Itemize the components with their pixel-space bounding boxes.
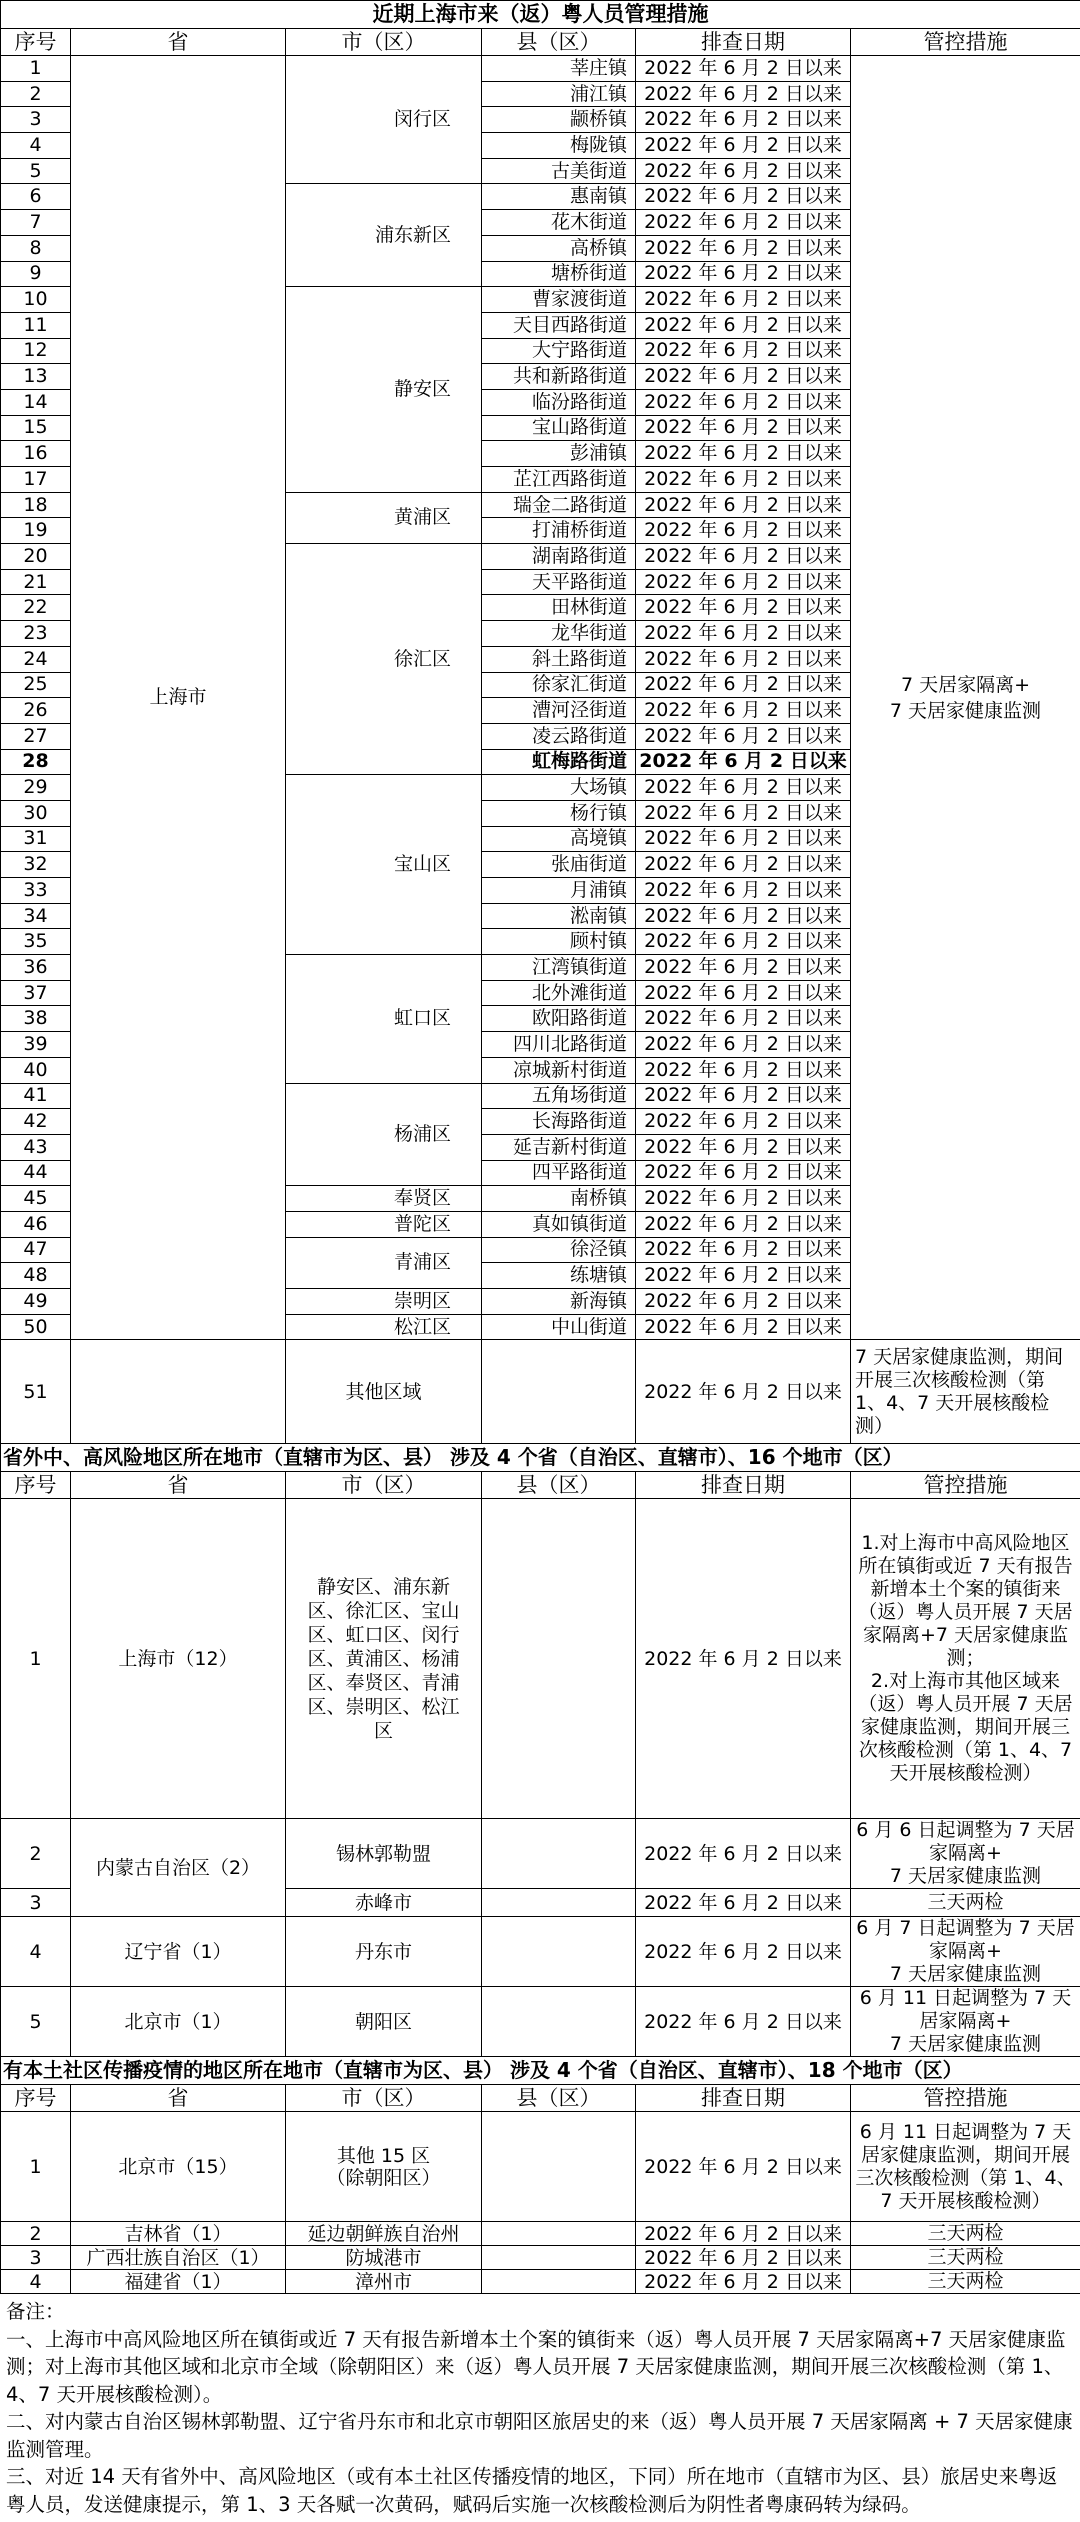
county-cell: 惠南镇 [482, 184, 636, 210]
county-cell [482, 1340, 636, 1444]
measure-cell: 7 天居家健康监测，期间开展三次核酸检测（第 1、4、7 天开展核酸检测） [851, 1340, 1080, 1444]
province-cell [71, 1340, 286, 1444]
city-cell: 杨浦区 [286, 1083, 482, 1186]
section-title-3: 有本土社区传播疫情的地区所在地市（直辖市为区、县） 涉及 4 个省（自治区、直辖市）、18 个地市（区） [1, 2057, 1080, 2085]
date-cell: 2022 年 6 月 2 日以来 [636, 1917, 851, 1987]
table-row [1, 2246, 1080, 2270]
province-cell: 上海市（12） [71, 1499, 286, 1819]
county-cell: 真如镇街道 [482, 1211, 636, 1237]
county-cell: 顾村镇 [482, 929, 636, 955]
section-title-row [1, 2057, 1080, 2085]
note-item-1: 一、上海市中高风险地区所在镇街或近 7 天有报告新增本土个案的镇街来（返）粤人员开展 7 天居家隔离+7 天居家健康监测；对上海市其他区域和北京市全域（除朝阳区）来（返）粤人员开展 7 天居家健康监测，期间开展三次核酸检测（第 1、4、7 天开展核酸检测）。 [6, 2326, 1074, 2409]
date-cell: 2022 年 6 月 2 日以来 [636, 107, 851, 133]
city-cell: 静安区 [286, 287, 482, 493]
note-item-2: 二、对内蒙古自治区锡林郭勒盟、辽宁省丹东市和北京市朝阳区旅居史的来（返）粤人员开展 7 天居家隔离 + 7 天居家健康监测管理。 [6, 2408, 1074, 2463]
row-number: 1 [1, 56, 71, 82]
row-number: 5 [1, 158, 71, 184]
row-number: 6 [1, 184, 71, 210]
header-date: 排查日期 [636, 2085, 851, 2112]
city-cell: 朝阳区 [286, 1987, 482, 2057]
row-number: 50 [1, 1314, 71, 1340]
date-cell: 2022 年 6 月 2 日以来 [636, 1134, 851, 1160]
county-cell [482, 2270, 636, 2294]
row-number: 3 [1, 1889, 71, 1917]
county-cell: 龙华街道 [482, 621, 636, 647]
table-row [1, 2270, 1080, 2294]
county-cell: 虹梅路街道 [482, 749, 636, 775]
date-cell: 2022 年 6 月 2 日以来 [636, 1499, 851, 1819]
date-cell: 2022 年 6 月 2 日以来 [636, 389, 851, 415]
row-number: 1 [1, 1499, 71, 1819]
date-cell: 2022 年 6 月 2 日以来 [636, 1237, 851, 1263]
date-cell: 2022 年 6 月 2 日以来 [636, 518, 851, 544]
county-cell: 芷江西路街道 [482, 467, 636, 493]
county-cell [482, 2246, 636, 2270]
date-cell: 2022 年 6 月 2 日以来 [636, 415, 851, 441]
county-cell: 淞南镇 [482, 903, 636, 929]
county-cell: 梅陇镇 [482, 133, 636, 159]
county-cell: 延吉新村街道 [482, 1134, 636, 1160]
header-measure: 管控措施 [851, 2085, 1080, 2112]
section-title-1: 近期上海市来（返）粤人员管理措施 [1, 1, 1080, 29]
province-cell: 福建省（1） [71, 2270, 286, 2294]
city-cell: 青浦区 [286, 1237, 482, 1288]
city-cell: 浦东新区 [286, 184, 482, 287]
city-cell: 漳州市 [286, 2270, 482, 2294]
header-row [1, 2085, 1080, 2112]
city-cell: 静安区、浦东新区、徐汇区、宝山区、虹口区、闵行区、黄浦区、杨浦区、奉贤区、青浦区、崇明区、松江区 [286, 1499, 482, 1819]
date-cell: 2022 年 6 月 2 日以来 [636, 775, 851, 801]
province-cell: 广西壮族自治区（1） [71, 2246, 286, 2270]
row-number: 28 [1, 749, 71, 775]
date-cell: 2022 年 6 月 2 日以来 [636, 1186, 851, 1212]
county-cell: 湖南路街道 [482, 544, 636, 570]
table-row [1, 2222, 1080, 2246]
county-cell: 古美街道 [482, 158, 636, 184]
county-cell [482, 1819, 636, 1889]
measure-cell: 1.对上海市中高风险地区所在镇街或近 7 天有报告新增本土个案的镇街来（返）粤人员开展 7 天居家隔离+7 天居家健康监测； 2.对上海市其他区域来（返）粤人员开展 7 天居家健康监测，期间开展三次核酸检测（第 1、4、7 天开展核酸检测） [851, 1499, 1080, 1819]
header-city: 市（区） [286, 29, 482, 56]
county-cell: 宝山路街道 [482, 415, 636, 441]
city-cell: 崇明区 [286, 1289, 482, 1315]
date-cell: 2022 年 6 月 2 日以来 [636, 826, 851, 852]
measure-cell: 6 月 11 日起调整为 7 天居家健康监测，期间开展三次核酸检测（第 1、4、7 天开展核酸检测） [851, 2112, 1080, 2222]
measure-cell: 6 月 7 日起调整为 7 天居家隔离+ 7 天居家健康监测 [851, 1917, 1080, 1987]
date-cell: 2022 年 6 月 2 日以来 [636, 1006, 851, 1032]
row-number: 30 [1, 800, 71, 826]
table-row-51 [1, 1340, 1080, 1444]
date-cell: 2022 年 6 月 2 日以来 [636, 1889, 851, 1917]
header-measure: 管控措施 [851, 1472, 1080, 1499]
measure-cell: 三天两检 [851, 2270, 1080, 2294]
county-cell: 大宁路街道 [482, 338, 636, 364]
county-cell: 漕河泾街道 [482, 698, 636, 724]
date-cell: 2022 年 6 月 2 日以来 [636, 544, 851, 570]
header-no: 序号 [1, 29, 71, 56]
date-cell: 2022 年 6 月 2 日以来 [636, 492, 851, 518]
province-cell: 上海市 [71, 56, 286, 1340]
county-cell: 江湾镇街道 [482, 955, 636, 981]
table-row [1, 56, 1080, 82]
date-cell: 2022 年 6 月 2 日以来 [636, 338, 851, 364]
date-cell: 2022 年 6 月 2 日以来 [636, 312, 851, 338]
province-cell: 吉林省（1） [71, 2222, 286, 2246]
row-number: 10 [1, 287, 71, 313]
row-number: 3 [1, 107, 71, 133]
row-number: 36 [1, 955, 71, 981]
city-cell: 松江区 [286, 1314, 482, 1340]
header-county: 县（区） [482, 1472, 636, 1499]
measure-cell: 6 月 6 日起调整为 7 天居家隔离+ 7 天居家健康监测 [851, 1819, 1080, 1889]
city-cell: 其他区域 [286, 1340, 482, 1444]
row-number: 48 [1, 1263, 71, 1289]
date-cell: 2022 年 6 月 2 日以来 [636, 929, 851, 955]
measure-cell: 三天两检 [851, 2246, 1080, 2270]
row-number: 31 [1, 826, 71, 852]
header-province: 省 [71, 2085, 286, 2112]
row-number: 41 [1, 1083, 71, 1109]
county-cell [482, 1917, 636, 1987]
date-cell: 2022 年 6 月 2 日以来 [636, 903, 851, 929]
header-no: 序号 [1, 1472, 71, 1499]
table-row [1, 1917, 1080, 1987]
county-cell: 莘庄镇 [482, 56, 636, 82]
row-number: 4 [1, 2270, 71, 2294]
measure-cell: 7 天居家隔离+ 7 天居家健康监测 [851, 56, 1080, 1340]
row-number: 39 [1, 1032, 71, 1058]
row-number: 38 [1, 1006, 71, 1032]
date-cell: 2022 年 6 月 2 日以来 [636, 133, 851, 159]
measure-cell: 三天两检 [851, 1889, 1080, 1917]
county-cell: 张庙街道 [482, 852, 636, 878]
county-cell: 塘桥街道 [482, 261, 636, 287]
date-cell: 2022 年 6 月 2 日以来 [636, 2222, 851, 2246]
date-cell: 2022 年 6 月 2 日以来 [636, 81, 851, 107]
city-cell: 普陀区 [286, 1211, 482, 1237]
row-number: 2 [1, 2222, 71, 2246]
city-cell: 防城港市 [286, 2246, 482, 2270]
province-cell: 辽宁省（1） [71, 1917, 286, 1987]
date-cell: 2022 年 6 月 2 日以来 [636, 1211, 851, 1237]
date-cell: 2022 年 6 月 2 日以来 [636, 878, 851, 904]
row-number: 13 [1, 364, 71, 390]
county-cell: 徐家汇街道 [482, 672, 636, 698]
row-number: 34 [1, 903, 71, 929]
row-number: 12 [1, 338, 71, 364]
header-city: 市（区） [286, 1472, 482, 1499]
city-cell: 奉贤区 [286, 1186, 482, 1212]
date-cell: 2022 年 6 月 2 日以来 [636, 800, 851, 826]
date-cell: 2022 年 6 月 2 日以来 [636, 2246, 851, 2270]
city-cell: 宝山区 [286, 775, 482, 955]
date-cell: 2022 年 6 月 2 日以来 [636, 1819, 851, 1889]
city-cell: 黄浦区 [286, 492, 482, 543]
row-number: 33 [1, 878, 71, 904]
date-cell: 2022 年 6 月 2 日以来 [636, 646, 851, 672]
section-title-2: 省外中、高风险地区所在地市（直辖市为区、县） 涉及 4 个省（自治区、直辖市）、16 个地市（区） [1, 1444, 1080, 1472]
county-cell: 中山街道 [482, 1314, 636, 1340]
date-cell: 2022 年 6 月 2 日以来 [636, 749, 851, 775]
row-number: 14 [1, 389, 71, 415]
county-cell: 凉城新村街道 [482, 1057, 636, 1083]
row-number: 49 [1, 1289, 71, 1315]
date-cell: 2022 年 6 月 2 日以来 [636, 1160, 851, 1186]
date-cell: 2022 年 6 月 2 日以来 [636, 467, 851, 493]
date-cell: 2022 年 6 月 2 日以来 [636, 158, 851, 184]
header-measure: 管控措施 [851, 29, 1080, 56]
row-number: 9 [1, 261, 71, 287]
county-cell [482, 2222, 636, 2246]
county-cell: 花木街道 [482, 210, 636, 236]
city-cell: 徐汇区 [286, 544, 482, 775]
header-no: 序号 [1, 2085, 71, 2112]
row-number: 43 [1, 1134, 71, 1160]
city-cell: 延边朝鲜族自治州 [286, 2222, 482, 2246]
row-number: 19 [1, 518, 71, 544]
date-cell: 2022 年 6 月 2 日以来 [636, 287, 851, 313]
row-number: 15 [1, 415, 71, 441]
county-cell: 新海镇 [482, 1289, 636, 1315]
date-cell: 2022 年 6 月 2 日以来 [636, 1289, 851, 1315]
header-row [1, 29, 1080, 56]
county-cell: 徐泾镇 [482, 1237, 636, 1263]
header-row [1, 1472, 1080, 1499]
date-cell: 2022 年 6 月 2 日以来 [636, 569, 851, 595]
row-number: 23 [1, 621, 71, 647]
date-cell: 2022 年 6 月 2 日以来 [636, 672, 851, 698]
row-number: 22 [1, 595, 71, 621]
notes-label: 备注： [6, 2298, 1074, 2326]
date-cell: 2022 年 6 月 2 日以来 [636, 184, 851, 210]
date-cell: 2022 年 6 月 2 日以来 [636, 2270, 851, 2294]
row-number: 18 [1, 492, 71, 518]
province-cell: 内蒙古自治区（2） [71, 1819, 286, 1917]
row-number: 32 [1, 852, 71, 878]
row-number: 46 [1, 1211, 71, 1237]
county-cell: 临汾路街道 [482, 389, 636, 415]
city-cell: 丹东市 [286, 1917, 482, 1987]
header-date: 排查日期 [636, 29, 851, 56]
date-cell: 2022 年 6 月 2 日以来 [636, 1032, 851, 1058]
row-number: 35 [1, 929, 71, 955]
row-number: 5 [1, 1987, 71, 2057]
county-cell: 五角场街道 [482, 1083, 636, 1109]
date-cell: 2022 年 6 月 2 日以来 [636, 235, 851, 261]
date-cell: 2022 年 6 月 2 日以来 [636, 1057, 851, 1083]
date-cell: 2022 年 6 月 2 日以来 [636, 441, 851, 467]
row-number: 24 [1, 646, 71, 672]
table-row [1, 1987, 1080, 2057]
date-cell: 2022 年 6 月 2 日以来 [636, 621, 851, 647]
city-cell: 锡林郭勒盟 [286, 1819, 482, 1889]
row-number: 27 [1, 723, 71, 749]
county-cell: 月浦镇 [482, 878, 636, 904]
note-item-3: 三、对近 14 天有省外中、高风险地区（或有本土社区传播疫情的地区，下同）所在地市（直辖市为区、县）旅居史来粤返粤人员，发送健康提示，第 1、3 天各赋一次黄码，赋码后实施一次核酸检测后为阴性者粤康码转为绿码。 [6, 2463, 1074, 2518]
measure-cell: 6 月 11 日起调整为 7 天居家隔离+ 7 天居家健康监测 [851, 1987, 1080, 2057]
row-number: 17 [1, 467, 71, 493]
date-cell: 2022 年 6 月 2 日以来 [636, 852, 851, 878]
row-number: 44 [1, 1160, 71, 1186]
table-row [1, 1819, 1080, 1889]
county-cell: 打浦桥街道 [482, 518, 636, 544]
county-cell [482, 1987, 636, 2057]
table-row [1, 2112, 1080, 2222]
county-cell [482, 1889, 636, 1917]
row-number: 26 [1, 698, 71, 724]
row-number: 40 [1, 1057, 71, 1083]
city-cell: 赤峰市 [286, 1889, 482, 1917]
county-cell: 大场镇 [482, 775, 636, 801]
county-cell: 高桥镇 [482, 235, 636, 261]
province-cell: 北京市（15） [71, 2112, 286, 2222]
row-number: 45 [1, 1186, 71, 1212]
county-cell: 曹家渡街道 [482, 287, 636, 313]
row-number: 1 [1, 2112, 71, 2222]
county-cell: 颛桥镇 [482, 107, 636, 133]
county-cell [482, 1499, 636, 1819]
county-cell: 凌云路街道 [482, 723, 636, 749]
measure-cell: 三天两检 [851, 2222, 1080, 2246]
county-cell: 四川北路街道 [482, 1032, 636, 1058]
row-number: 11 [1, 312, 71, 338]
row-number: 3 [1, 2246, 71, 2270]
header-city: 市（区） [286, 2085, 482, 2112]
county-cell: 长海路街道 [482, 1109, 636, 1135]
row-number: 4 [1, 133, 71, 159]
date-cell: 2022 年 6 月 2 日以来 [636, 210, 851, 236]
header-date: 排查日期 [636, 1472, 851, 1499]
header-province: 省 [71, 1472, 286, 1499]
date-cell: 2022 年 6 月 2 日以来 [636, 723, 851, 749]
row-number: 2 [1, 1819, 71, 1889]
date-cell: 2022 年 6 月 2 日以来 [636, 261, 851, 287]
table-body [1, 1, 1080, 2294]
county-cell: 瑞金二路街道 [482, 492, 636, 518]
date-cell: 2022 年 6 月 2 日以来 [636, 1314, 851, 1340]
row-number: 2 [1, 81, 71, 107]
row-number: 47 [1, 1237, 71, 1263]
header-province: 省 [71, 29, 286, 56]
date-cell: 2022 年 6 月 2 日以来 [636, 698, 851, 724]
date-cell: 2022 年 6 月 2 日以来 [636, 595, 851, 621]
province-cell: 北京市（1） [71, 1987, 286, 2057]
date-cell: 2022 年 6 月 2 日以来 [636, 56, 851, 82]
section-title-row [1, 1444, 1080, 1472]
city-cell: 其他 15 区 （除朝阳区） [286, 2112, 482, 2222]
row-number: 4 [1, 1917, 71, 1987]
date-cell: 2022 年 6 月 2 日以来 [636, 1263, 851, 1289]
date-cell: 2022 年 6 月 2 日以来 [636, 1340, 851, 1444]
notes-section [0, 2294, 1080, 2522]
county-cell: 杨行镇 [482, 800, 636, 826]
county-cell: 四平路街道 [482, 1160, 636, 1186]
county-cell: 天目西路街道 [482, 312, 636, 338]
row-number: 8 [1, 235, 71, 261]
county-cell: 高境镇 [482, 826, 636, 852]
row-number: 37 [1, 980, 71, 1006]
section-title-row [1, 1, 1080, 29]
county-cell: 田林街道 [482, 595, 636, 621]
table-row [1, 1499, 1080, 1819]
county-cell: 天平路街道 [482, 569, 636, 595]
date-cell: 2022 年 6 月 2 日以来 [636, 1083, 851, 1109]
county-cell: 北外滩街道 [482, 980, 636, 1006]
city-cell: 闵行区 [286, 56, 482, 184]
date-cell: 2022 年 6 月 2 日以来 [636, 955, 851, 981]
county-cell: 共和新路街道 [482, 364, 636, 390]
county-cell: 浦江镇 [482, 81, 636, 107]
row-number: 20 [1, 544, 71, 570]
row-number: 42 [1, 1109, 71, 1135]
row-number: 16 [1, 441, 71, 467]
city-cell: 虹口区 [286, 955, 482, 1083]
county-cell: 欧阳路街道 [482, 1006, 636, 1032]
row-number: 25 [1, 672, 71, 698]
header-county: 县（区） [482, 2085, 636, 2112]
county-cell: 练塘镇 [482, 1263, 636, 1289]
date-cell: 2022 年 6 月 2 日以来 [636, 1987, 851, 2057]
date-cell: 2022 年 6 月 2 日以来 [636, 364, 851, 390]
row-number: 29 [1, 775, 71, 801]
county-cell: 斜土路街道 [482, 646, 636, 672]
row-number: 51 [1, 1340, 71, 1444]
row-number: 21 [1, 569, 71, 595]
date-cell: 2022 年 6 月 2 日以来 [636, 2112, 851, 2222]
date-cell: 2022 年 6 月 2 日以来 [636, 980, 851, 1006]
header-county: 县（区） [482, 29, 636, 56]
county-cell [482, 2112, 636, 2222]
county-cell: 南桥镇 [482, 1186, 636, 1212]
date-cell: 2022 年 6 月 2 日以来 [636, 1109, 851, 1135]
row-number: 7 [1, 210, 71, 236]
county-cell: 彭浦镇 [482, 441, 636, 467]
